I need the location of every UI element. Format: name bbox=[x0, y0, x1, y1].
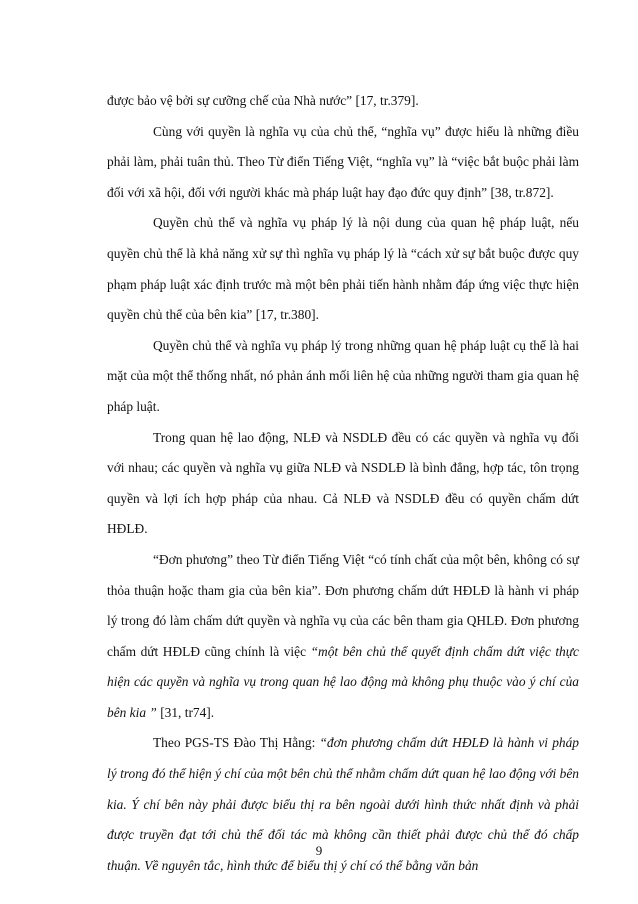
paragraph-text: “Đơn phương” theo Từ điển Tiếng Việt “có tính chất của một bên, không có sự thỏa thuận hoặc tham gia của bên kia”. Đơn phương chấm dứt HĐLĐ là hành vi pháp lý trong đó làm chấm dứt quyền và nghĩa vụ của các bên tham gia QHLĐ. Đơn phương chấm dứt HĐLĐ cũng chính là việc bbox=[107, 551, 579, 659]
paragraph-text: Quyền chủ thể và nghĩa vụ pháp lý trong những quan hệ pháp luật cụ thể là hai mặt của một thể thống nhất, nó phản ánh mối liên hệ của những người tham gia quan hệ pháp luật. bbox=[107, 337, 579, 414]
paragraph bbox=[107, 331, 579, 423]
paragraph bbox=[107, 117, 579, 209]
italic-quote-text: “một bên chủ thể quyết định chấm dứt việc thực hiện các quyền và nghĩa vụ trong quan hệ lao động mà không phụ thuộc vào ý chí của bên kia ” bbox=[107, 643, 580, 720]
italic-quote-text: “đơn phương chấm dứt HĐLĐ là hành vi pháp lý trong đó thể hiện ý chí của một bên chủ thể nhằm chấm dứt quan hệ lao động với bên kia. Ý chí bên này phải được biểu thị ra bên ngoài dưới hình thức nhất định và phải được truyền đạt tới chủ thể đối tác mà không cần thiết phải được chủ thể đó chấp thuận. Về nguyên tắc, hình thức để biểu thị ý chí có thể bằng văn bản bbox=[107, 735, 579, 873]
page-number: 9 bbox=[315, 843, 323, 858]
paragraph-text: Theo PGS-TS Đào Thị Hằng: bbox=[153, 735, 320, 751]
paragraph-text: Cùng với quyền là nghĩa vụ của chủ thể, “nghĩa vụ” được hiểu là những điều phải làm, phải tuân thủ. Theo Từ điển Tiếng Việt, “nghĩa vụ” là “việc bắt buộc phải làm đối với xã hội, đối với người khác mà pháp luật hay đạo đức quy định” [38, tr.872]. bbox=[107, 123, 579, 200]
paragraph bbox=[107, 423, 579, 545]
paragraph bbox=[107, 86, 579, 117]
body-text bbox=[107, 86, 579, 881]
paragraph bbox=[107, 208, 579, 330]
paragraph-text: [31, tr74]. bbox=[156, 704, 215, 720]
paragraph-text: Trong quan hệ lao động, NLĐ và NSDLĐ đều có các quyền và nghĩa vụ đối với nhau; các quyền và nghĩa vụ giữa NLĐ và NSDLĐ là bình đẳng, hợp tác, tôn trọng quyền và lợi ích hợp pháp của nhau. Cả NLĐ và NSDLĐ đều có quyền chấm dứt HĐLĐ. bbox=[107, 429, 579, 537]
paragraph-text: Quyền chủ thể và nghĩa vụ pháp lý là nội dung của quan hệ pháp luật, nếu quyền chủ thể là khả năng xử sự thì nghĩa vụ pháp lý là “cách xử sự bắt buộc được quy phạm pháp luật xác định trước mà một bên phải tiến hành nhằm đáp ứng việc thực hiện quyền chủ thể của bên kia” [17, tr.380]. bbox=[107, 215, 579, 323]
paragraph bbox=[107, 545, 579, 729]
paragraph-text: được bảo vệ bởi sự cưỡng chế của Nhà nước” [17, tr.379]. bbox=[107, 93, 419, 108]
